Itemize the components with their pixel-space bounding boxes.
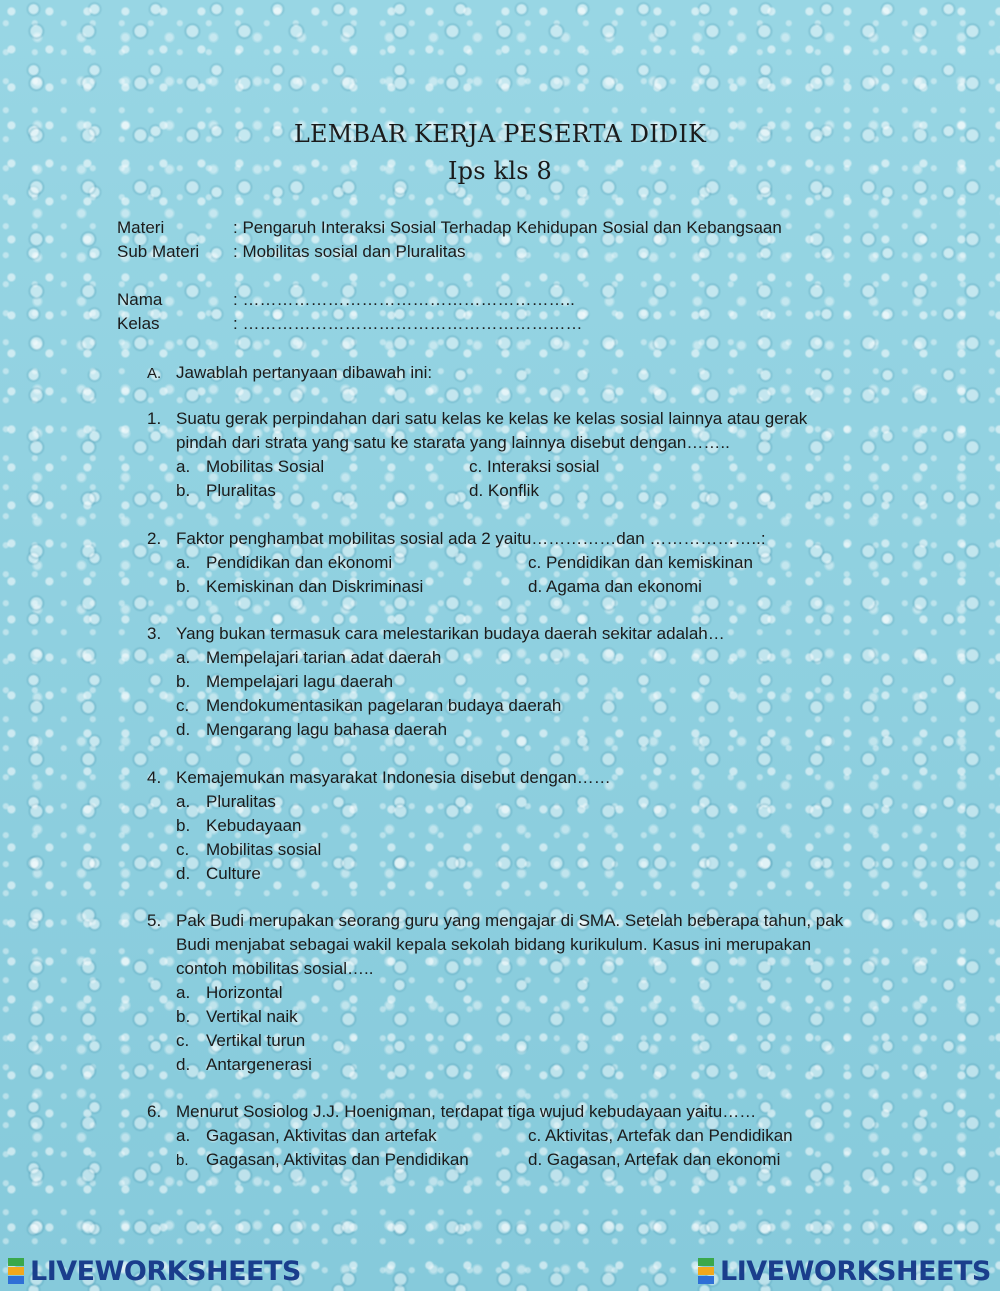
option-text: Mempelajari tarian adat daerah xyxy=(206,648,442,667)
option-2c[interactable] xyxy=(528,551,753,575)
option-text: Vertikal naik xyxy=(206,1007,298,1026)
option-3c[interactable] xyxy=(176,694,561,718)
option-letter: b. xyxy=(176,481,191,500)
option-6c[interactable] xyxy=(528,1124,793,1148)
option-text: Gagasan, Aktivitas dan Pendidikan xyxy=(206,1150,469,1169)
option-4d[interactable] xyxy=(176,862,261,886)
option-letter: b. xyxy=(176,1007,191,1026)
option-text: Konflik xyxy=(487,481,539,500)
option-6d[interactable] xyxy=(528,1148,780,1172)
question-number: 3. xyxy=(147,624,162,643)
question-text-line: Suatu gerak perpindahan dari satu kelas ke kelas ke kelas sosial lainnya atau gerak xyxy=(176,409,808,428)
option-6a[interactable] xyxy=(176,1124,437,1148)
option-1b[interactable] xyxy=(176,479,276,503)
option-5d[interactable] xyxy=(176,1053,312,1077)
option-text: Mendokumentasikan pagelaran budaya daerah xyxy=(206,696,562,715)
option-2a[interactable] xyxy=(176,551,392,575)
option-text: Gagasan, Artefak dan ekonomi xyxy=(546,1150,781,1169)
option-letter: d. xyxy=(528,577,543,596)
kelas-field[interactable]: : …………………………………………………… xyxy=(233,314,583,333)
option-letter: c. xyxy=(528,553,542,572)
option-3d[interactable] xyxy=(176,718,447,742)
question-number: 6. xyxy=(147,1102,162,1121)
footer-brand-right[interactable] xyxy=(698,1256,991,1287)
option-letter: c. xyxy=(528,1126,542,1145)
option-letter: a. xyxy=(176,983,191,1002)
question-number: 4. xyxy=(147,768,162,787)
sub-materi-value: : Mobilitas sosial dan Pluralitas xyxy=(233,242,466,261)
option-text: Mengarang lagu bahasa daerah xyxy=(206,720,448,739)
materi-value: : Pengaruh Interaksi Sosial Terhadap Kehidupan Sosial dan Kebangsaan xyxy=(233,218,782,237)
option-letter: d. xyxy=(528,1150,543,1169)
option-2b[interactable] xyxy=(176,575,423,599)
question-text-line: Budi menjabat sebagai wakil kepala sekolah bidang kurikulum. Kasus ini merupakan xyxy=(176,935,812,954)
option-letter: a. xyxy=(176,1126,191,1145)
liveworksheets-logo-icon xyxy=(698,1258,714,1284)
option-text: Pluralitas xyxy=(206,481,276,500)
kelas-label: Kelas xyxy=(117,314,160,333)
worksheet-subtitle: Ips kls 8 xyxy=(447,157,553,185)
option-5c[interactable] xyxy=(176,1029,305,1053)
section-instruction: Jawablah pertanyaan dibawah ini: xyxy=(176,363,433,382)
option-text: Culture xyxy=(206,864,261,883)
option-letter: d. xyxy=(176,1055,191,1074)
option-3b[interactable] xyxy=(176,670,393,694)
option-2d[interactable] xyxy=(528,575,702,599)
question-text-line: Menurut Sosiolog J.J. Hoenigman, terdapat tiga wujud kebudayaan yaitu…… xyxy=(176,1102,757,1121)
option-text: Mobilitas Sosial xyxy=(206,457,325,476)
option-letter: c. xyxy=(469,457,483,476)
option-6b[interactable] xyxy=(176,1148,469,1173)
option-letter: d. xyxy=(469,481,484,500)
option-4a[interactable] xyxy=(176,790,276,814)
option-letter: c. xyxy=(176,696,190,715)
brand-text: LIVEWORKSHEETS xyxy=(720,1256,991,1287)
option-letter: d. xyxy=(176,720,191,739)
question-text-line: Yang bukan termasuk cara melestarikan budaya daerah sekitar adalah… xyxy=(176,624,725,643)
footer-brand-left[interactable] xyxy=(8,1256,301,1287)
question-text-line: contoh mobilitas sosial….. xyxy=(176,959,374,978)
option-text: Pendidikan dan ekonomi xyxy=(206,553,393,572)
question-number: 2. xyxy=(147,529,162,548)
option-5a[interactable] xyxy=(176,981,283,1005)
option-text: Vertikal turun xyxy=(206,1031,306,1050)
question-text-line: Kemajemukan masyarakat Indonesia disebut dengan…… xyxy=(176,768,611,787)
question-number: 1. xyxy=(147,409,162,428)
nama-label: Nama xyxy=(117,290,163,309)
option-4c[interactable] xyxy=(176,838,321,862)
materi-label: Materi xyxy=(117,218,165,237)
liveworksheets-logo-icon xyxy=(8,1258,24,1284)
option-letter: a. xyxy=(176,457,191,476)
option-text: Agama dan ekonomi xyxy=(545,577,702,596)
option-letter: a. xyxy=(176,792,191,811)
nama-field[interactable]: : ………………………………………………….. xyxy=(233,290,575,309)
question-text-line: pindah dari strata yang satu ke starata yang lainnya disebut dengan…….. xyxy=(176,433,730,452)
option-text: Pendidikan dan kemiskinan xyxy=(545,553,753,572)
option-text: Interaksi sosial xyxy=(486,457,600,476)
option-letter: a. xyxy=(176,648,191,667)
option-5b[interactable] xyxy=(176,1005,298,1029)
option-text: Kebudayaan xyxy=(206,816,302,835)
option-3a[interactable] xyxy=(176,646,441,670)
option-4b[interactable] xyxy=(176,814,301,838)
option-letter: d. xyxy=(176,864,191,883)
option-letter: b. xyxy=(176,816,191,835)
worksheet-title: LEMBAR KERJA PESERTA DIDIK xyxy=(293,120,707,148)
option-text: Horizontal xyxy=(206,983,283,1002)
option-text: Aktivitas, Artefak dan Pendidikan xyxy=(545,1126,793,1145)
option-letter: b. xyxy=(176,1152,189,1169)
section-letter: A. xyxy=(147,365,162,382)
option-letter: c. xyxy=(176,1031,190,1050)
sub-materi-label: Sub Materi xyxy=(117,242,200,261)
option-1d[interactable] xyxy=(469,479,539,503)
option-letter: b. xyxy=(176,577,191,596)
option-text: Mempelajari lagu daerah xyxy=(206,672,394,691)
brand-text: LIVEWORKSHEETS xyxy=(30,1256,301,1287)
question-text-line: Pak Budi merupakan seorang guru yang mengajar di SMA. Setelah beberapa tahun, pak xyxy=(176,911,844,930)
question-text-line: Faktor penghambat mobilitas sosial ada 2 yaitu……………dan ………………..: xyxy=(176,529,766,548)
option-text: Pluralitas xyxy=(206,792,276,811)
option-text: Mobilitas sosial xyxy=(206,840,322,859)
option-text: Gagasan, Aktivitas dan artefak xyxy=(206,1126,437,1145)
option-letter: a. xyxy=(176,553,191,572)
option-text: Kemiskinan dan Diskriminasi xyxy=(206,577,424,596)
question-number: 5. xyxy=(147,911,162,930)
option-1c[interactable] xyxy=(469,455,599,479)
option-text: Antargenerasi xyxy=(206,1055,312,1074)
option-letter: c. xyxy=(176,840,190,859)
option-1a[interactable] xyxy=(176,455,324,479)
option-letter: b. xyxy=(176,672,191,691)
